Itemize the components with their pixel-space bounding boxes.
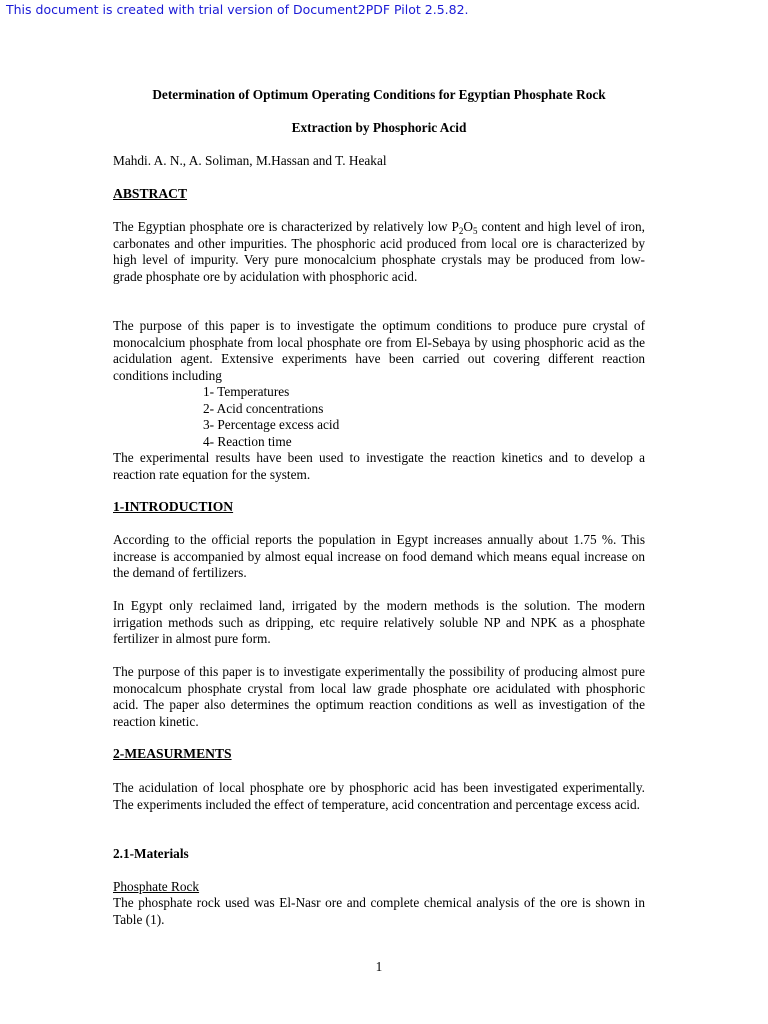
reaction-conditions-list — [203, 384, 503, 450]
paper-title-line-2: Extraction by Phosphoric Acid — [291, 120, 467, 135]
introduction-paragraph-3: The purpose of this paper is to investigate experimentally the possibility of producing almost pure monocalcum phosphate crystal from local law grade phosphate ore acidulated with phosphoric acid. The paper also determines the optimum reaction conditions as well as investigation of the reaction kinetic. — [113, 664, 645, 729]
introduction-paragraph-1: According to the official reports the population in Egypt increases annually about 1.75 %. This increase is accompanied by almost equal increase on food demand which means equal increase on the demand of fertilizers. — [113, 532, 645, 580]
introduction-heading: 1-INTRODUCTION — [113, 499, 234, 514]
abstract-paragraph-3: The experimental results have been used to investigate the reaction kinetics and to develop a reaction rate equation for the system. — [113, 450, 645, 482]
phosphate-rock-paragraph: The phosphate rock used was El-Nasr ore and complete chemical analysis of the ore is shown in Table (1). — [113, 895, 645, 927]
page-number: 1 — [375, 959, 383, 974]
abstract-paragraph-1: The Egyptian phosphate ore is characterized by relatively low $P_2O_5$ content and high level of iron, carbonates and other impurities. The phosphoric acid produced from local ore is characterized by high level of impurity. Very pure monocalcium phosphate crystals may be produced from low-grade phosphate ore by acidulation with phosphoric acid. — [113, 219, 645, 284]
list-item: 3- Percentage excess acid — [203, 417, 340, 432]
subscript-2: 2 — [458, 226, 464, 236]
paper-title-line-1: Determination of Optimum Operating Conditions for Egyptian Phosphate Rock — [152, 87, 606, 102]
abstract-heading: ABSTRACT — [113, 186, 188, 201]
list-item: 1- Temperatures — [203, 384, 290, 399]
measurements-heading: 2-MEASURMENTS — [113, 746, 232, 761]
list-item: 2- Acid concentrations — [203, 400, 324, 416]
list-item: 4- Reaction time — [203, 433, 292, 449]
measurements-paragraph: The acidulation of local phosphate ore by phosphoric acid has been investigated experimentally. The experiments included the effect of temperature, acid concentration and percentage excess acid. — [113, 780, 645, 812]
abstract-paragraph-2: The purpose of this paper is to investigate the optimum conditions to produce pure crystal of monocalcium phosphate from local phosphate ore from El-Sebaya by using phosphoric acid as the acidulation agent. Extensive experiments have been carried out covering different reaction conditions including — [113, 318, 645, 383]
subscript-5: 5 — [473, 226, 478, 236]
trial-version-notice: This document is created with trial version of Document2PDF Pilot 2.5.82. — [6, 2, 469, 17]
introduction-paragraph-2: In Egypt only reclaimed land, irrigated by the modern methods is the solution. The modern irrigation methods such as dripping, etc require relatively soluble NP and NPK as a phosphate fertilizer in almost pure form. — [113, 598, 645, 646]
phosphate-rock-subheading: Phosphate Rock — [113, 879, 200, 894]
authors-line: Mahdi. A. N., A. Soliman, M.Hassan and T. Heakal — [113, 153, 387, 168]
materials-subheading: 2.1-Materials — [113, 846, 189, 861]
